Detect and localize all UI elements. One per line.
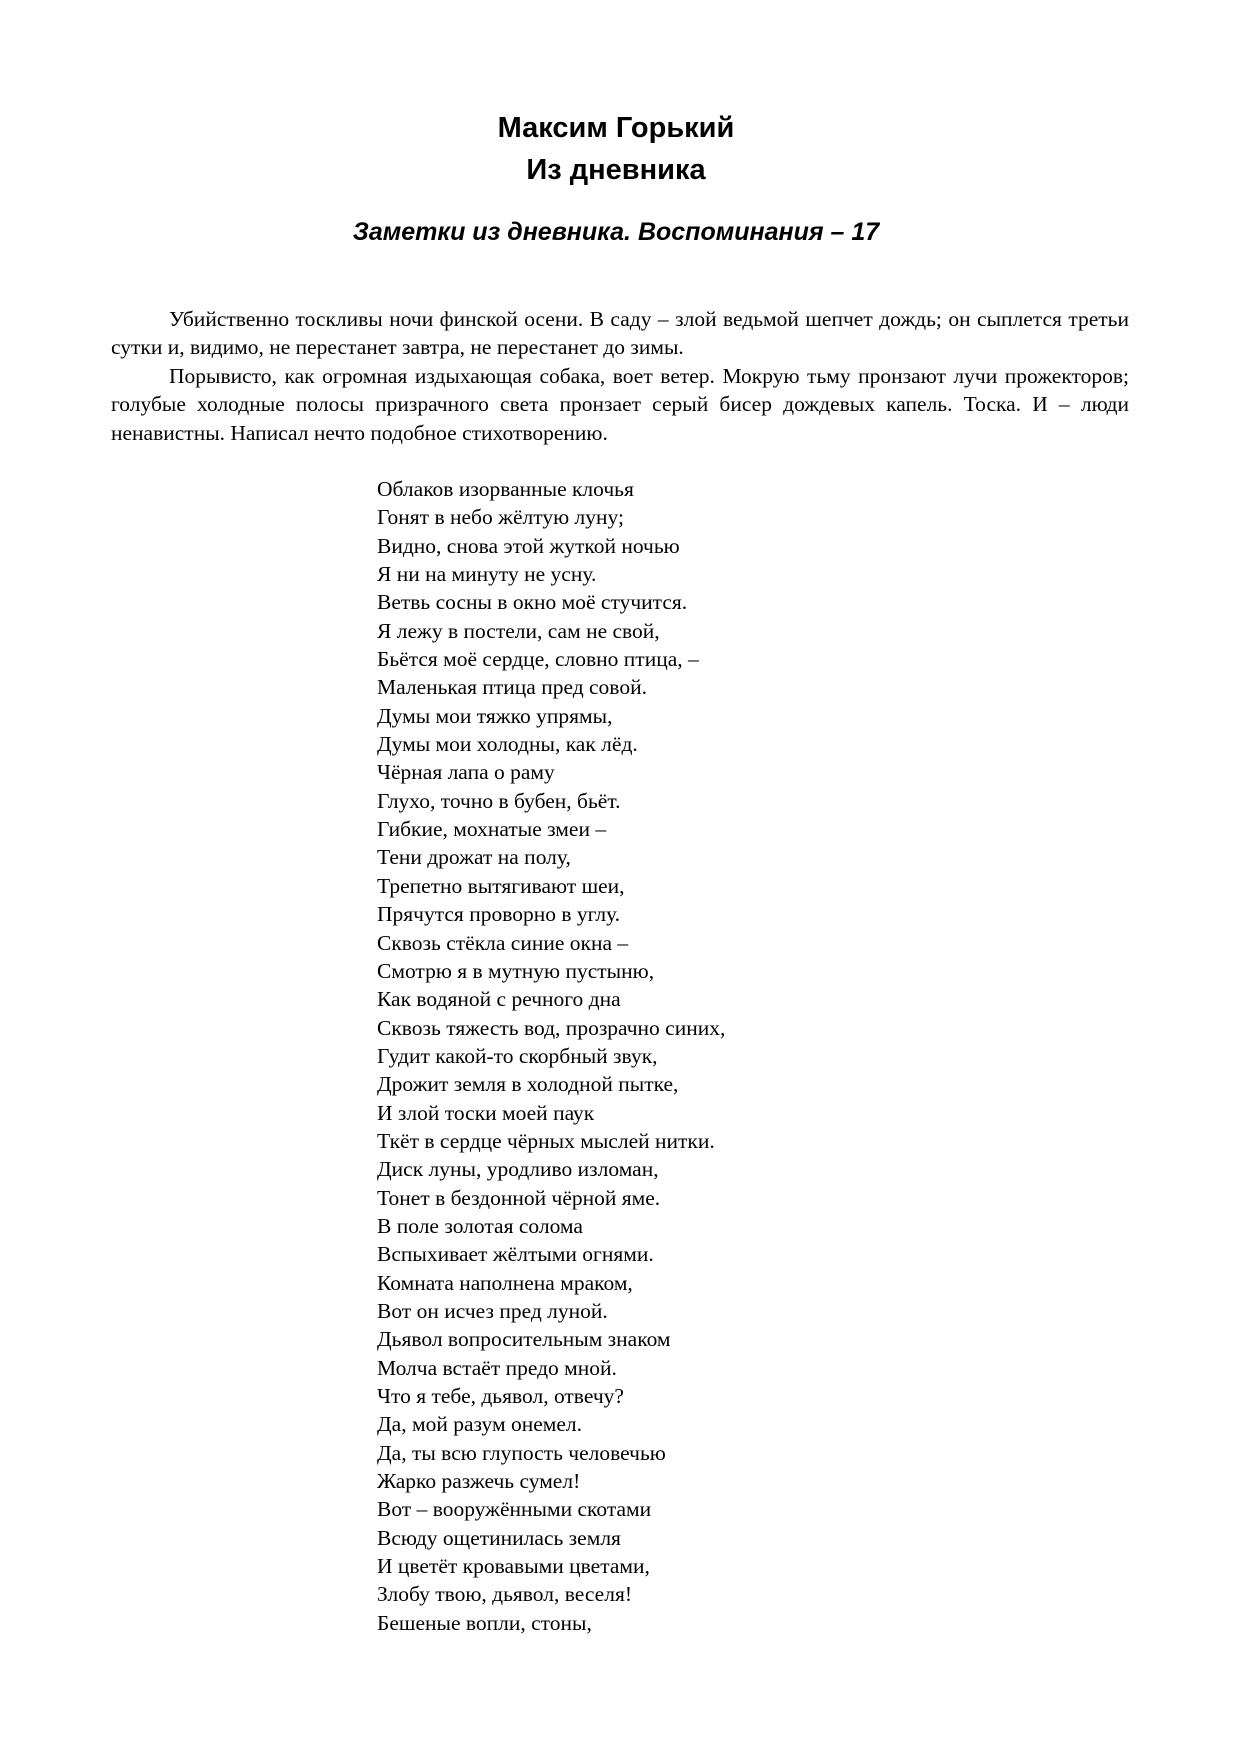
- poem-line: В поле золотая солома: [377, 1213, 583, 1238]
- poem-line: Бешеные вопли, стоны,: [377, 1610, 592, 1635]
- poem-line: Думы мои холодны, как лёд.: [377, 732, 638, 757]
- poem-line: И цветёт кровавыми цветами,: [377, 1554, 650, 1579]
- poem-line: Сквозь стёкла синие окна –: [377, 930, 629, 955]
- poem-line: Вспыхивает жёлтыми огнями.: [377, 1242, 654, 1267]
- poem-line: Вот – вооружёнными скотами: [377, 1497, 652, 1522]
- poem-line: Да, мой разум онемел.: [377, 1412, 583, 1437]
- poem-line: Видно, снова этой жуткой ночью: [377, 533, 680, 558]
- poem-line: Облаков изорванные клочья: [377, 477, 634, 501]
- poem-line: Вот он исчез пред луной.: [377, 1298, 608, 1323]
- poem-line: Дьявол вопросительным знаком: [377, 1327, 671, 1352]
- poem-line: И злой тоски моей паук: [377, 1100, 595, 1125]
- poem-line: Маленькая птица пред совой.: [377, 675, 647, 700]
- poem-line: Что я тебе, дьявол, отвечу?: [377, 1384, 624, 1408]
- poem-line: Я лежу в постели, сам не свой,: [377, 618, 660, 643]
- poem-line: Гонят в небо жёлтую луну;: [377, 505, 624, 530]
- poem-line: Бьётся моё сердце, словно птица, –: [377, 647, 699, 672]
- poem-line: Тени дрожат на полу,: [377, 845, 571, 870]
- poem-line: Комната наполнена мраком,: [377, 1270, 633, 1295]
- poem-line: Думы мои тяжко упрямы,: [377, 703, 613, 728]
- poem-line: Ткёт в сердце чёрных мыслей нитки.: [377, 1128, 715, 1153]
- poem-line: Дрожит земля в холодной пытке,: [377, 1072, 679, 1097]
- poem-line: Прячутся проворно в углу.: [377, 902, 621, 927]
- poem-line: Всюду ощетинилась земля: [377, 1525, 621, 1550]
- poem-line: Смотрю я в мутную пустыню,: [377, 958, 655, 983]
- poem-line: Злобу твою, дьявол, веселя!: [377, 1582, 632, 1607]
- poem: [377, 475, 1097, 1637]
- poem-line: Глухо, точно в бубен, бьёт.: [377, 788, 621, 813]
- poem-line: Ветвь сосны в окно моё стучится.: [377, 590, 688, 615]
- prose-paragraph: Убийственно тоскливы ночи финской осени. В саду – злой ведьмой шепчет дождь; он сыплется третьи сутки и, видимо, не перестанет завтра, не перестанет до зимы.: [111, 307, 1129, 360]
- poem-line: Я ни на минуту не усну.: [377, 562, 597, 587]
- poem-line: Молча встаёт предо мной.: [377, 1355, 617, 1380]
- prose-paragraph: Порывисто, как огромная издыхающая собака, воет ветер. Мокрую тьму пронзают лучи прожекторов; голубые холодные полосы призрачного света пронзает серый бисер дождевых капель. Тоска. И – люди ненавистны. Написал нечто подобное стихотворению.: [111, 363, 1129, 445]
- poem-line: Трепетно вытягивают шеи,: [377, 873, 625, 898]
- poem-line: Как водяной с речного дна: [377, 987, 621, 1012]
- poem-line: Жарко разжечь сумел!: [377, 1469, 581, 1494]
- poem-line: Чёрная лапа о раму: [377, 760, 555, 785]
- work-title: Из дневника: [526, 154, 706, 186]
- poem-line: Сквозь тяжесть вод, прозрачно синих,: [377, 1015, 726, 1040]
- poem-line: Гудит какой-то скорбный звук,: [377, 1043, 658, 1068]
- poem-line: Гибкие, мохнатые змеи –: [377, 817, 607, 842]
- section-subtitle: Заметки из дневника. Воспоминания – 17: [352, 218, 880, 246]
- author-heading: Максим Горький: [497, 112, 735, 144]
- poem-line: Диск луны, уродливо изломан,: [377, 1157, 659, 1182]
- poem-line: Тонет в бездонной чёрной яме.: [377, 1185, 661, 1210]
- poem-line: Да, ты всю глупость человечью: [377, 1440, 666, 1465]
- prose-body: [111, 305, 1129, 447]
